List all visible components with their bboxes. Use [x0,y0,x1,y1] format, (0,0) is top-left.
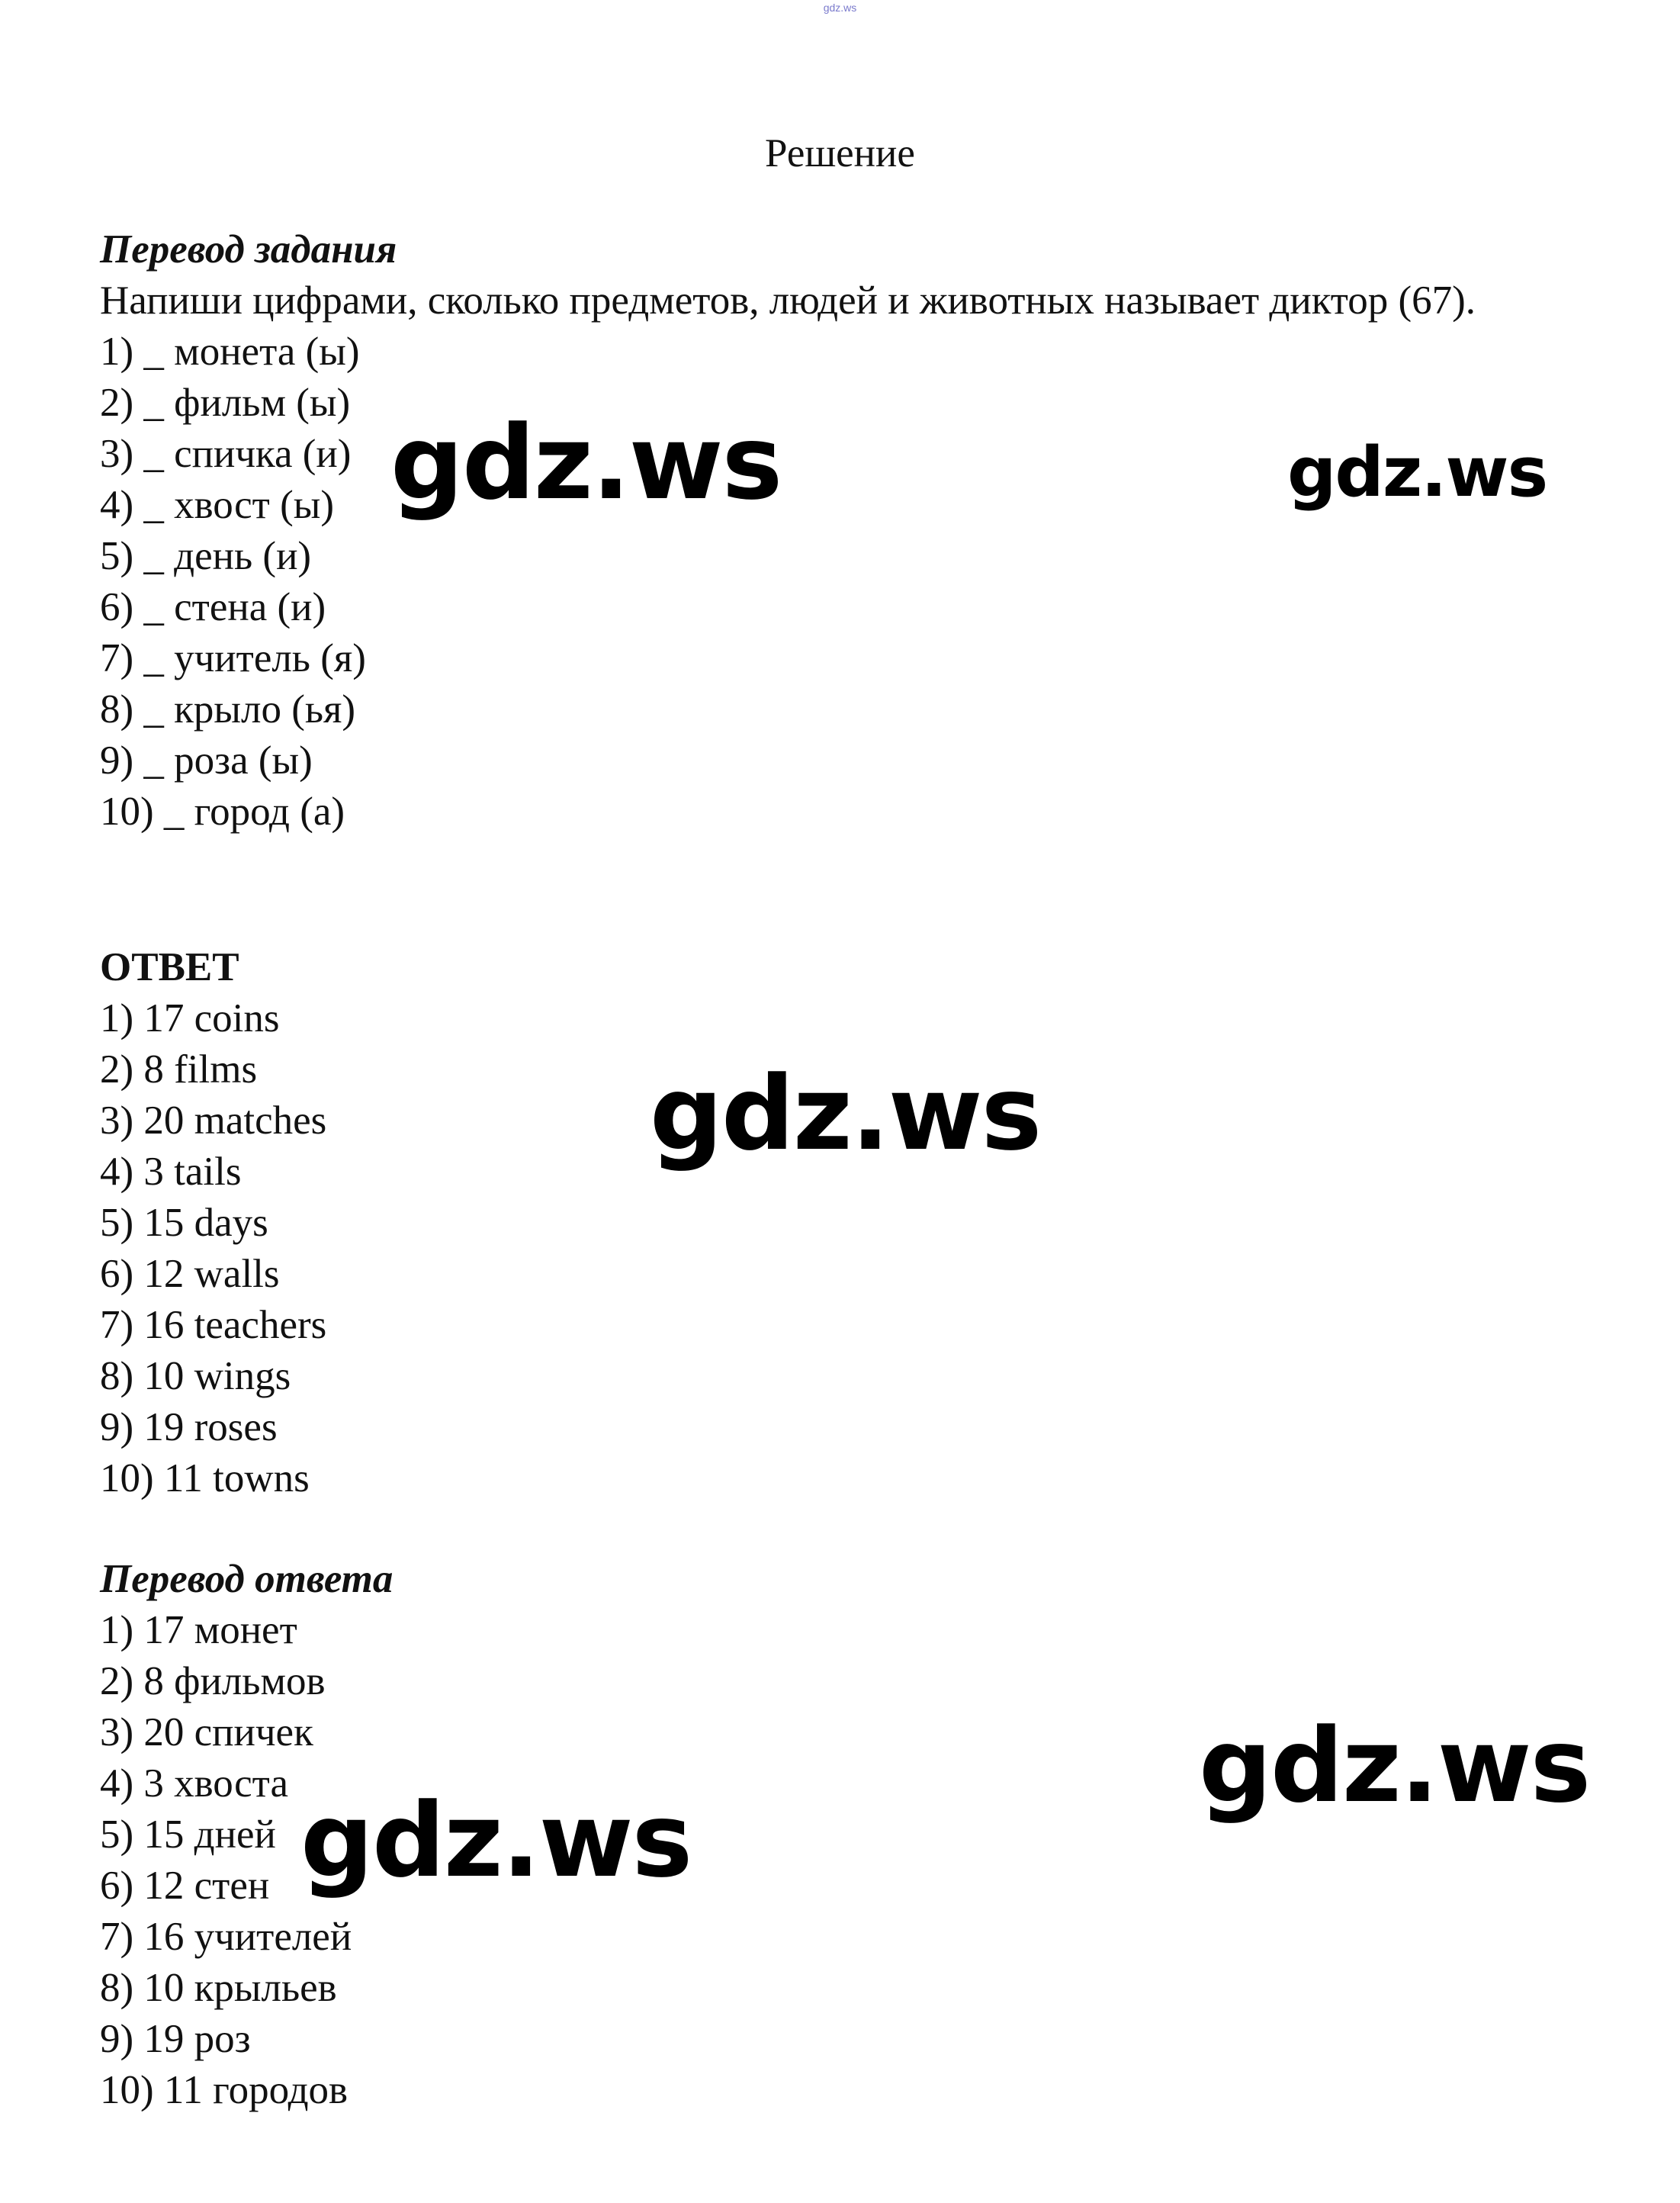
list-item: 10) 11 городов [100,2068,349,2112]
list-item: 1) _ монета (ы) [100,330,360,374]
list-item: 7) _ учитель (я) [100,636,366,680]
watermark: gdz.ws [1199,1706,1590,1825]
list-item: 7) 16 teachers [100,1303,327,1347]
list-item: 5) 15 дней [100,1812,276,1857]
list-item: 4) _ хвост (ы) [100,483,334,527]
list-item: 6) 12 стен [100,1864,270,1908]
list-item: 10) _ город (а) [100,790,345,834]
list-item: 7) 16 учителей [100,1915,352,1959]
task-text: Напиши цифрами, сколько предметов, людей и животных называет диктор (67). [100,278,1476,323]
list-item: 1) 17 монет [100,1608,297,1652]
list-item: 2) 8 films [100,1047,258,1092]
list-item: 9) 19 roses [100,1405,278,1449]
task-translation-section [100,224,1595,838]
list-item: 8) _ крыло (ья) [100,687,356,732]
list-item: 3) 20 matches [100,1098,327,1143]
list-item: 4) 3 хвоста [100,1761,288,1806]
list-item: 1) 17 coins [100,996,280,1040]
list-item: 10) 11 towns [100,1456,310,1500]
answer-section [100,942,1595,1504]
list-item: 5) _ день (и) [100,534,312,578]
answer-translation-heading: Перевод ответа [100,1557,393,1601]
page-title: Решение [765,131,915,175]
watermark: gdz.ws [390,404,782,523]
list-item: 3) 20 спичек [100,1710,313,1754]
list-item: 5) 15 days [100,1201,268,1245]
list-item: 8) 10 wings [100,1354,291,1398]
list-item: 2) 8 фильмов [100,1659,326,1703]
task-items-list [100,326,1595,838]
watermark: gdz.ws [650,1054,1041,1173]
list-item: 6) 12 walls [100,1252,280,1296]
task-heading: Перевод задания [100,227,397,272]
list-item: 9) _ роза (ы) [100,738,313,783]
list-item: 3) _ спичка (и) [100,432,352,476]
list-item: 6) _ стена (и) [100,585,326,629]
answer-heading: ОТВЕТ [100,945,239,989]
list-item: 2) _ фильм (ы) [100,381,351,425]
top-watermark-text: gdz.ws [823,2,857,14]
watermark: gdz.ws [300,1781,692,1900]
list-item: 4) 3 tails [100,1150,242,1194]
watermark: gdz.ws [1287,433,1547,513]
list-item: 8) 10 крыльев [100,1966,337,2010]
list-item: 9) 19 роз [100,2017,251,2061]
